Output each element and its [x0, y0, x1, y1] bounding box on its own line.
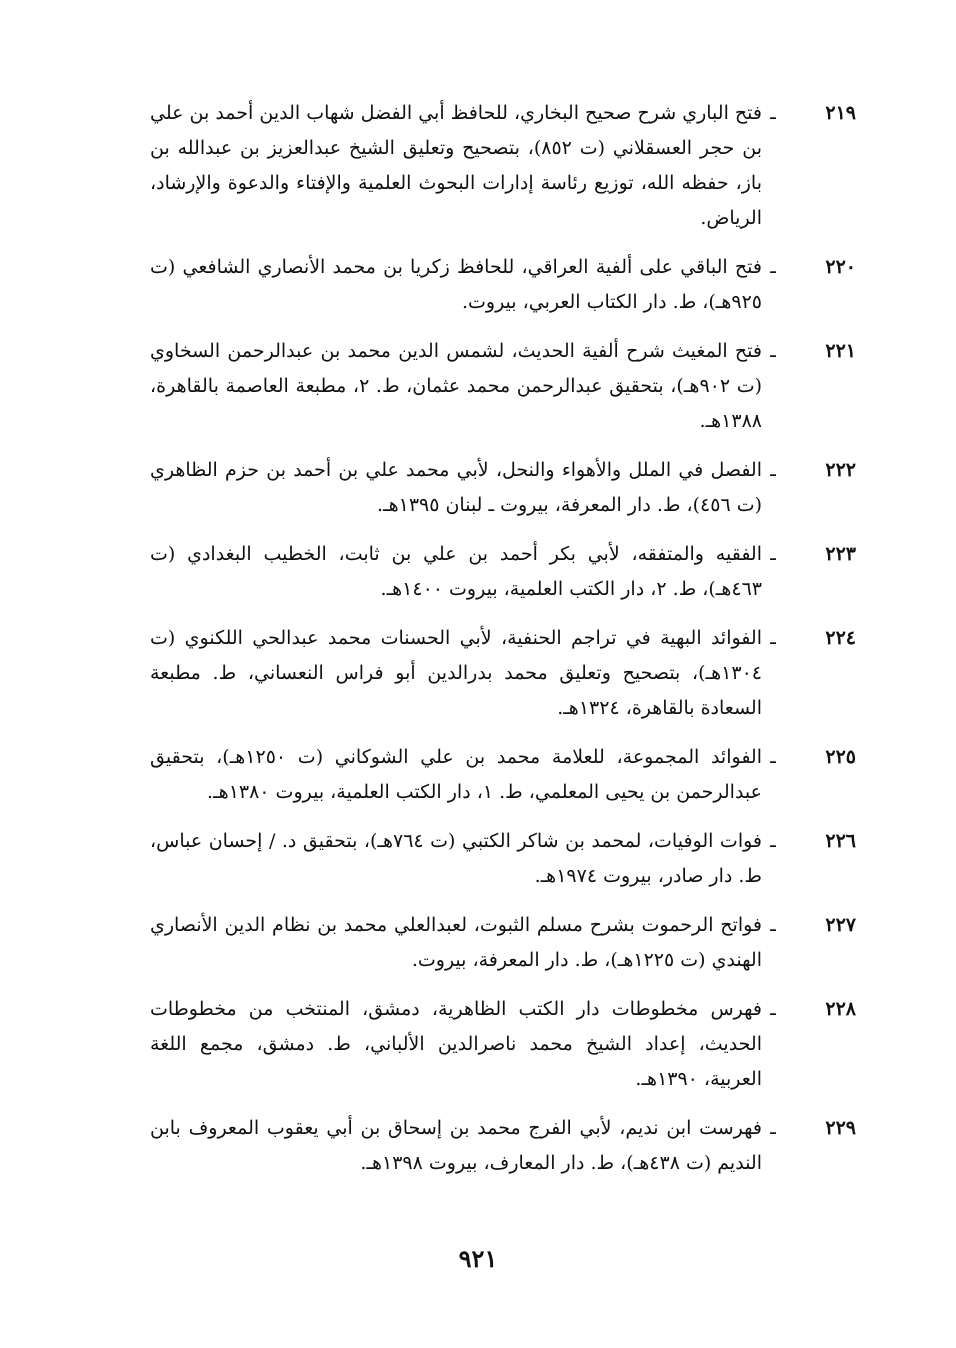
entry-text: فوات الوفيات، لمحمد بن شاكر الكتبي (ت ٧٦٤هـ)، بتحقيق د. / إحسان عباس، ط. دار صادر، بيروت ١٩٧٤هـ. [150, 830, 762, 887]
entry-text: الفوائد المجموعة، للعلامة محمد بن علي الشوكاني (ت ١٢٥٠هـ)، بتحقيق عبدالرحمن بن يحيى المعلمي، ط. ١، دار الكتب العلمية، بيروت ١٣٨٠هـ. [150, 746, 762, 803]
bibliography-entry [150, 537, 856, 607]
entry-dash: ـ [770, 627, 776, 649]
entry-number: ٢٢٣ [825, 543, 856, 565]
entry-text: فتح الباري شرح صحيح البخاري، للحافظ أبي الفضل شهاب الدين أحمد بن علي بن حجر العسقلاني (ت ٨٥٢)، بتصحيح وتعليق الشيخ عبدالعزيز بن عبدالله بن باز، حفظه الله، توزيع رئاسة إدارات البحوث العلمية والإفتاء والدعوة والإرشاد، الرياض. [150, 102, 762, 229]
bibliography-entry [150, 1111, 856, 1181]
bibliography-entry [150, 740, 856, 810]
entry-number: ٢٢٤ [825, 627, 856, 649]
bibliography-entry [150, 250, 856, 320]
bibliography-entry [150, 621, 856, 726]
entry-text: الفوائد البهية في تراجم الحنفية، لأبي الحسنات محمد عبدالحي اللكنوي (ت ١٣٠٤هـ)، بتصحيح وتعليق محمد بدرالدين أبو فراس النعساني، ط. مطبعة السعادة بالقاهرة، ١٣٢٤هـ. [150, 627, 762, 719]
entry-text: فهرست ابن نديم، لأبي الفرج محمد بن إسحاق بن أبي يعقوب المعروف بابن النديم (ت ٤٣٨هـ)، ط. دار المعارف، بيروت ١٣٩٨هـ. [150, 1117, 762, 1174]
entry-number: ٢٢٧ [825, 914, 856, 936]
entry-dash: ـ [770, 1117, 776, 1139]
entry-number: ٢٢١ [825, 340, 856, 362]
entry-text: فواتح الرحموت بشرح مسلم الثبوت، لعبدالعلي محمد بن نظام الدين الأنصاري الهندي (ت ١٢٢٥هـ)، ط. دار المعرفة، بيروت. [150, 914, 762, 971]
page-number: ٩٢١ [458, 1244, 498, 1273]
entry-number: ٢٢٨ [825, 998, 856, 1020]
bibliography-entry [150, 334, 856, 439]
entry-number: ٢٢٢ [825, 459, 856, 481]
entry-number: ٢١٩ [825, 102, 856, 124]
entry-dash: ـ [770, 340, 776, 362]
entry-dash: ـ [770, 830, 776, 852]
entry-number: ٢٢٠ [825, 256, 856, 278]
entry-text: فهرس مخطوطات دار الكتب الظاهرية، دمشق، المنتخب من مخطوطات الحديث، إعداد الشيخ محمد ناصرالدين الألباني، ط. دمشق، مجمع اللغة العربية، ١٣٩٠هـ. [150, 998, 762, 1090]
bibliography-list [150, 96, 856, 1195]
entry-dash: ـ [770, 256, 776, 278]
entry-dash: ـ [770, 998, 776, 1020]
bibliography-entry [150, 453, 856, 523]
entry-dash: ـ [770, 459, 776, 481]
entry-text: الفصل في الملل والأهواء والنحل، لأبي محمد علي بن أحمد بن حزم الظاهري (ت ٤٥٦)، ط. دار المعرفة، بيروت ـ لبنان ١٣٩٥هـ. [150, 459, 762, 516]
bibliography-entry [150, 96, 856, 236]
entry-dash: ـ [770, 746, 776, 768]
entry-dash: ـ [770, 102, 776, 124]
entry-dash: ـ [770, 543, 776, 565]
entry-text: الفقيه والمتفقه، لأبي بكر أحمد بن علي بن ثابت، الخطيب البغدادي (ت ٤٦٣هـ)، ط. ٢، دار الكتب العلمية، بيروت ١٤٠٠هـ. [150, 543, 762, 600]
bibliography-entry [150, 908, 856, 978]
entry-dash: ـ [770, 914, 776, 936]
entry-number: ٢٢٦ [825, 830, 856, 852]
bibliography-entry [150, 992, 856, 1097]
bibliography-entry [150, 824, 856, 894]
entry-text: فتح الباقي على ألفية العراقي، للحافظ زكريا بن محمد الأنصاري الشافعي (ت ٩٢٥هـ)، ط. دار الكتاب العربي، بيروت. [150, 256, 762, 313]
entry-number: ٢٢٥ [825, 746, 856, 768]
entry-number: ٢٢٩ [825, 1117, 856, 1139]
entry-text: فتح المغيث شرح ألفية الحديث، لشمس الدين محمد بن عبدالرحمن السخاوي (ت ٩٠٢هـ)، بتحقيق عبدالرحمن محمد عثمان، ط. ٢، مطبعة العاصمة بالقاهرة، ١٣٨٨هـ. [150, 340, 762, 432]
